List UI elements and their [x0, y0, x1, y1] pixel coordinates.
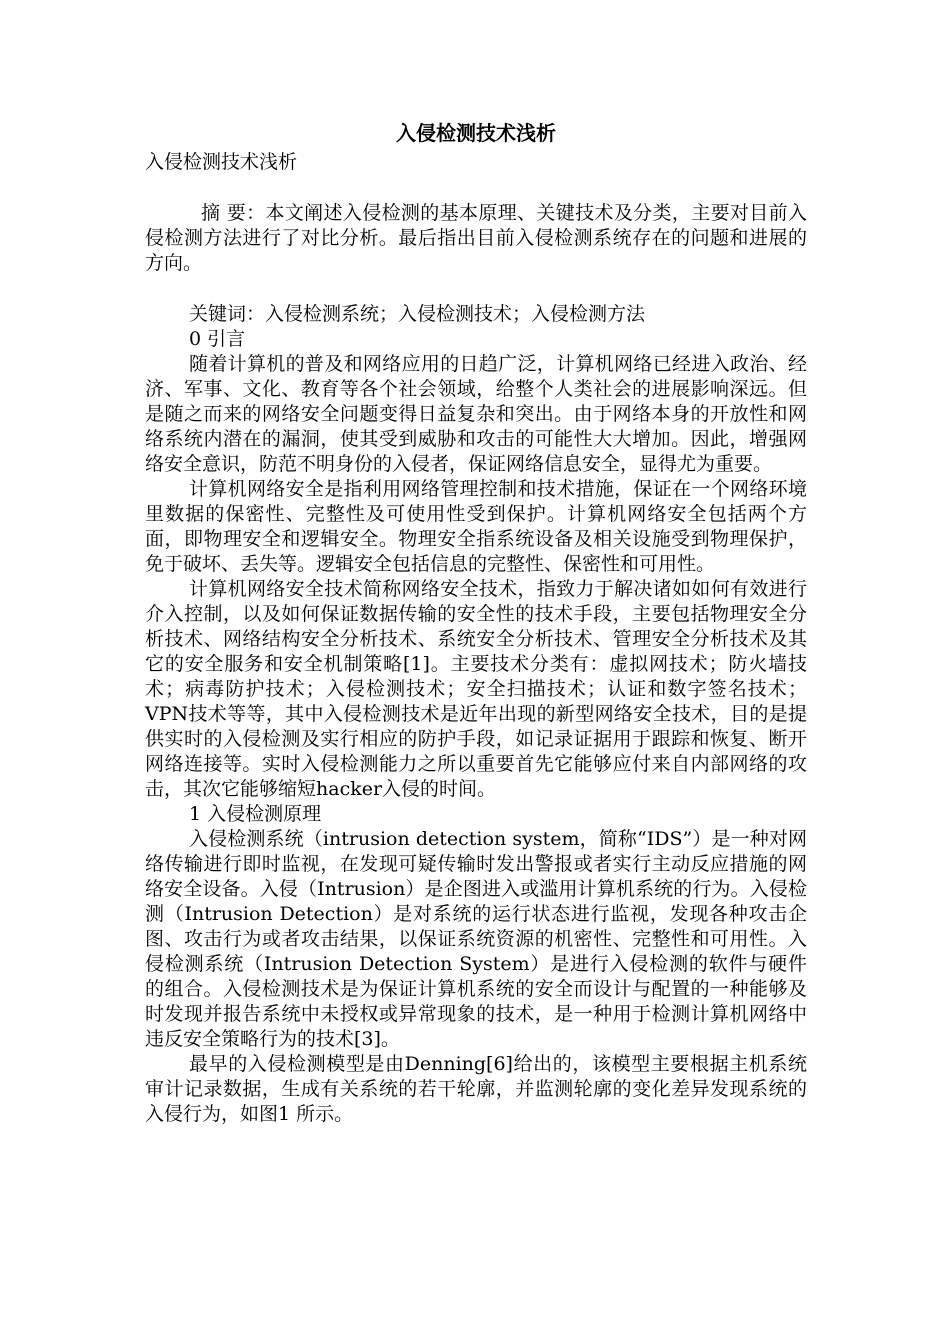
body-paragraph: 入侵检测系统（intrusion detection system，简称“IDS”）是一种对网络传输进行即时监视，在发现可疑传输时发出警报或者实行主动反应措施的网络安全设备。入侵（Intrusion）是企图进入或滥用计算机系统的行为。入侵检测（Intrusion Detection）是对系统的运行状态进行监视，发现各种攻击企图、攻击行为或者攻击结果，以保证系统资源的机密性、完整性和可用性。入侵检测系统（Intrusion Detection System）是进行入侵检测的软件与硬件的组合。入侵检测技术是为保证计算机系统的安全而设计与配置的一种能够及时发现并报告系统中未授权或异常现象的技术，是一种用于检测计算机网络中违反安全策略行为的技术[3]。: [145, 828, 807, 1050]
body-paragraph: 计算机网络安全技术简称网络安全技术，指致力于解决诸如如何有效进行介入控制，以及如何保证数据传输的安全性的技术手段，主要包括物理安全分析技术、网络结构安全分析技术、系统安全分析技术、管理安全分析技术及其它的安全服务和安全机制策略[1]。主要技术分类有：虚拟网技术；防火墙技术；病毒防护技术；入侵检测技术；安全扫描技术；认证和数字签名技术；VPN技术等等，其中入侵检测技术是近年出现的新型网络安全技术，目的是提供实时的入侵检测及实行相应的防护手段，如记录证据用于跟踪和恢复、断开网络连接等。实时入侵检测能力之所以重要首先它能够应付来自内部网络的攻击，其次它能够缩短hacker入侵的时间。: [145, 578, 807, 800]
section-heading-introduction: 0 引言: [189, 328, 246, 350]
body-paragraph: 随着计算机的普及和网络应用的日趋广泛，计算机网络已经进入政治、经济、军事、文化、教育等各个社会领域，给整个人类社会的进展影响深远。但是随之而来的网络安全问题变得日益复杂和突出。由于网络本身的开放性和网络系统内潜在的漏洞，使其受到威胁和攻击的可能性大大增加。因此，增强网络安全意识，防范不明身份的入侵者，保证网络信息安全，显得尤为重要。: [145, 353, 807, 475]
keywords-line: 关键词：入侵检测系统；入侵检测技术；入侵检测方法: [189, 303, 646, 325]
abstract-paragraph: 摘 要：本文阐述入侵检测的基本原理、关键技术及分类，主要对目前入侵检测方法进行了对比分析。最后指出目前入侵检测系统存在的问题和进展的方向。: [145, 202, 807, 274]
body-paragraph: 最早的入侵检测模型是由Denning[6]给出的，该模型主要根据主机系统审计记录数据，生成有关系统的若干轮廓，并监测轮廓的变化差异发现系统的入侵行为，如图1 所示。: [145, 1053, 807, 1125]
section-heading-principle: 1 入侵检测原理: [189, 803, 322, 825]
body-paragraph: 计算机网络安全是指利用网络管理控制和技术措施，保证在一个网络环境里数据的保密性、完整性及可使用性受到保护。计算机网络安全包括两个方面，即物理安全和逻辑安全。物理安全指系统设备及相关设施受到物理保护，免于破坏、丢失等。逻辑安全包括信息的完整性、保密性和可用性。: [145, 478, 807, 575]
document-subtitle: 入侵检测技术浅析: [145, 151, 298, 173]
document-page: [145, 118, 807, 1127]
document-title: 入侵检测技术浅析: [396, 121, 556, 145]
